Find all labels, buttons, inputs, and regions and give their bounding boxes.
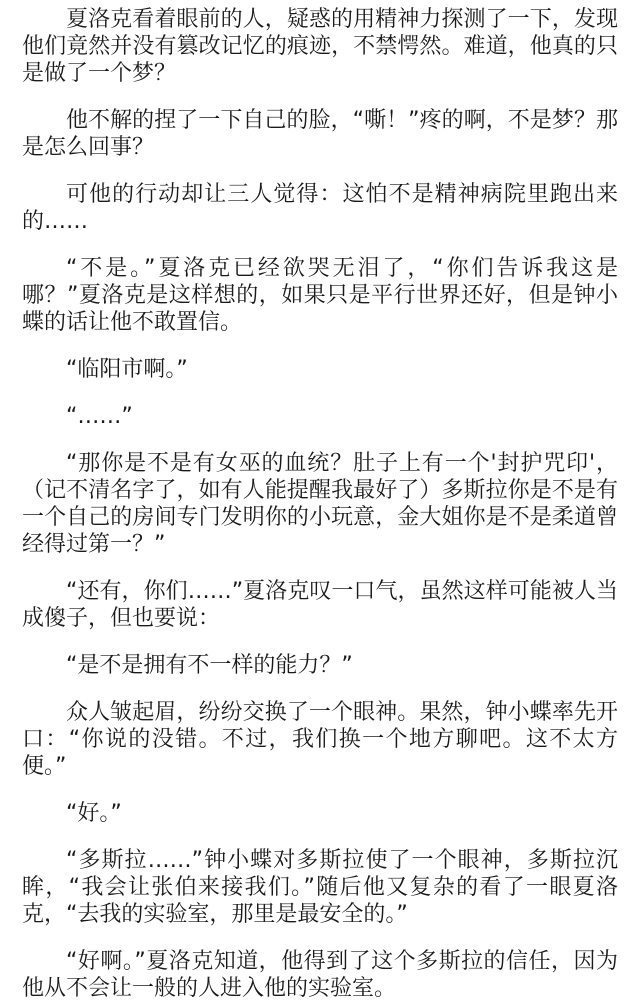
paragraph-9: “是不是拥有不一样的能力？” — [66, 653, 353, 678]
paragraph-10: 众人皱起眉，纷纷交换了一个眼神。果然，钟小蝶率先开口：“你说的没错。不过，我们换一个地方聊吧。这不太方便。” — [22, 700, 618, 779]
paragraph-3: 可他的行动却让三人觉得：这怕不是精神病院里跑出来的…… — [22, 182, 618, 234]
paragraph-12: “多斯拉……”钟小蝶对多斯拉使了一个眼神，多斯拉沉眸，“我会让张伯来接我们。”随后他又复杂的看了一眼夏洛克，“去我的实验室，那里是最安全的。” — [22, 848, 618, 927]
paragraph-5: “临阳市啊。” — [66, 357, 188, 382]
paragraph-6: “……” — [66, 404, 133, 429]
paragraph-13: “好啊。”夏洛克知道，他得到了这个多斯拉的信任，因为他从不会让一般的人进入他的实验室。 — [22, 949, 618, 1001]
paragraph-7: “那你是不是有女巫的血统？肚子上有一个'封护咒印'，（记不清名字了，如有人能提醒我最好了）多斯拉你是不是有一个自己的房间专门发明你的小玩意，金大姐你是不是柔道曾经得过第一？” — [22, 451, 618, 557]
paragraph-8: “还有，你们……”夏洛克叹一口气，虽然这样可能被人当成傻子，但也要说： — [22, 579, 618, 631]
paragraph-11: “好。” — [66, 801, 122, 826]
paragraph-2: 他不解的捏了一下自己的脸，“嘶！”疼的啊，不是梦？那是怎么回事？ — [22, 108, 618, 160]
paragraph-1: 夏洛克看着眼前的人，疑惑的用精神力探测了一下，发现他们竟然并没有篡改记忆的痕迹，不禁愕然。难道，他真的只是做了一个梦？ — [22, 7, 618, 86]
paragraph-4: “不是。”夏洛克已经欲哭无泪了，“你们告诉我这是哪？”夏洛克是这样想的，如果只是平行世界还好，但是钟小蝶的话让他不敢置信。 — [22, 256, 618, 335]
